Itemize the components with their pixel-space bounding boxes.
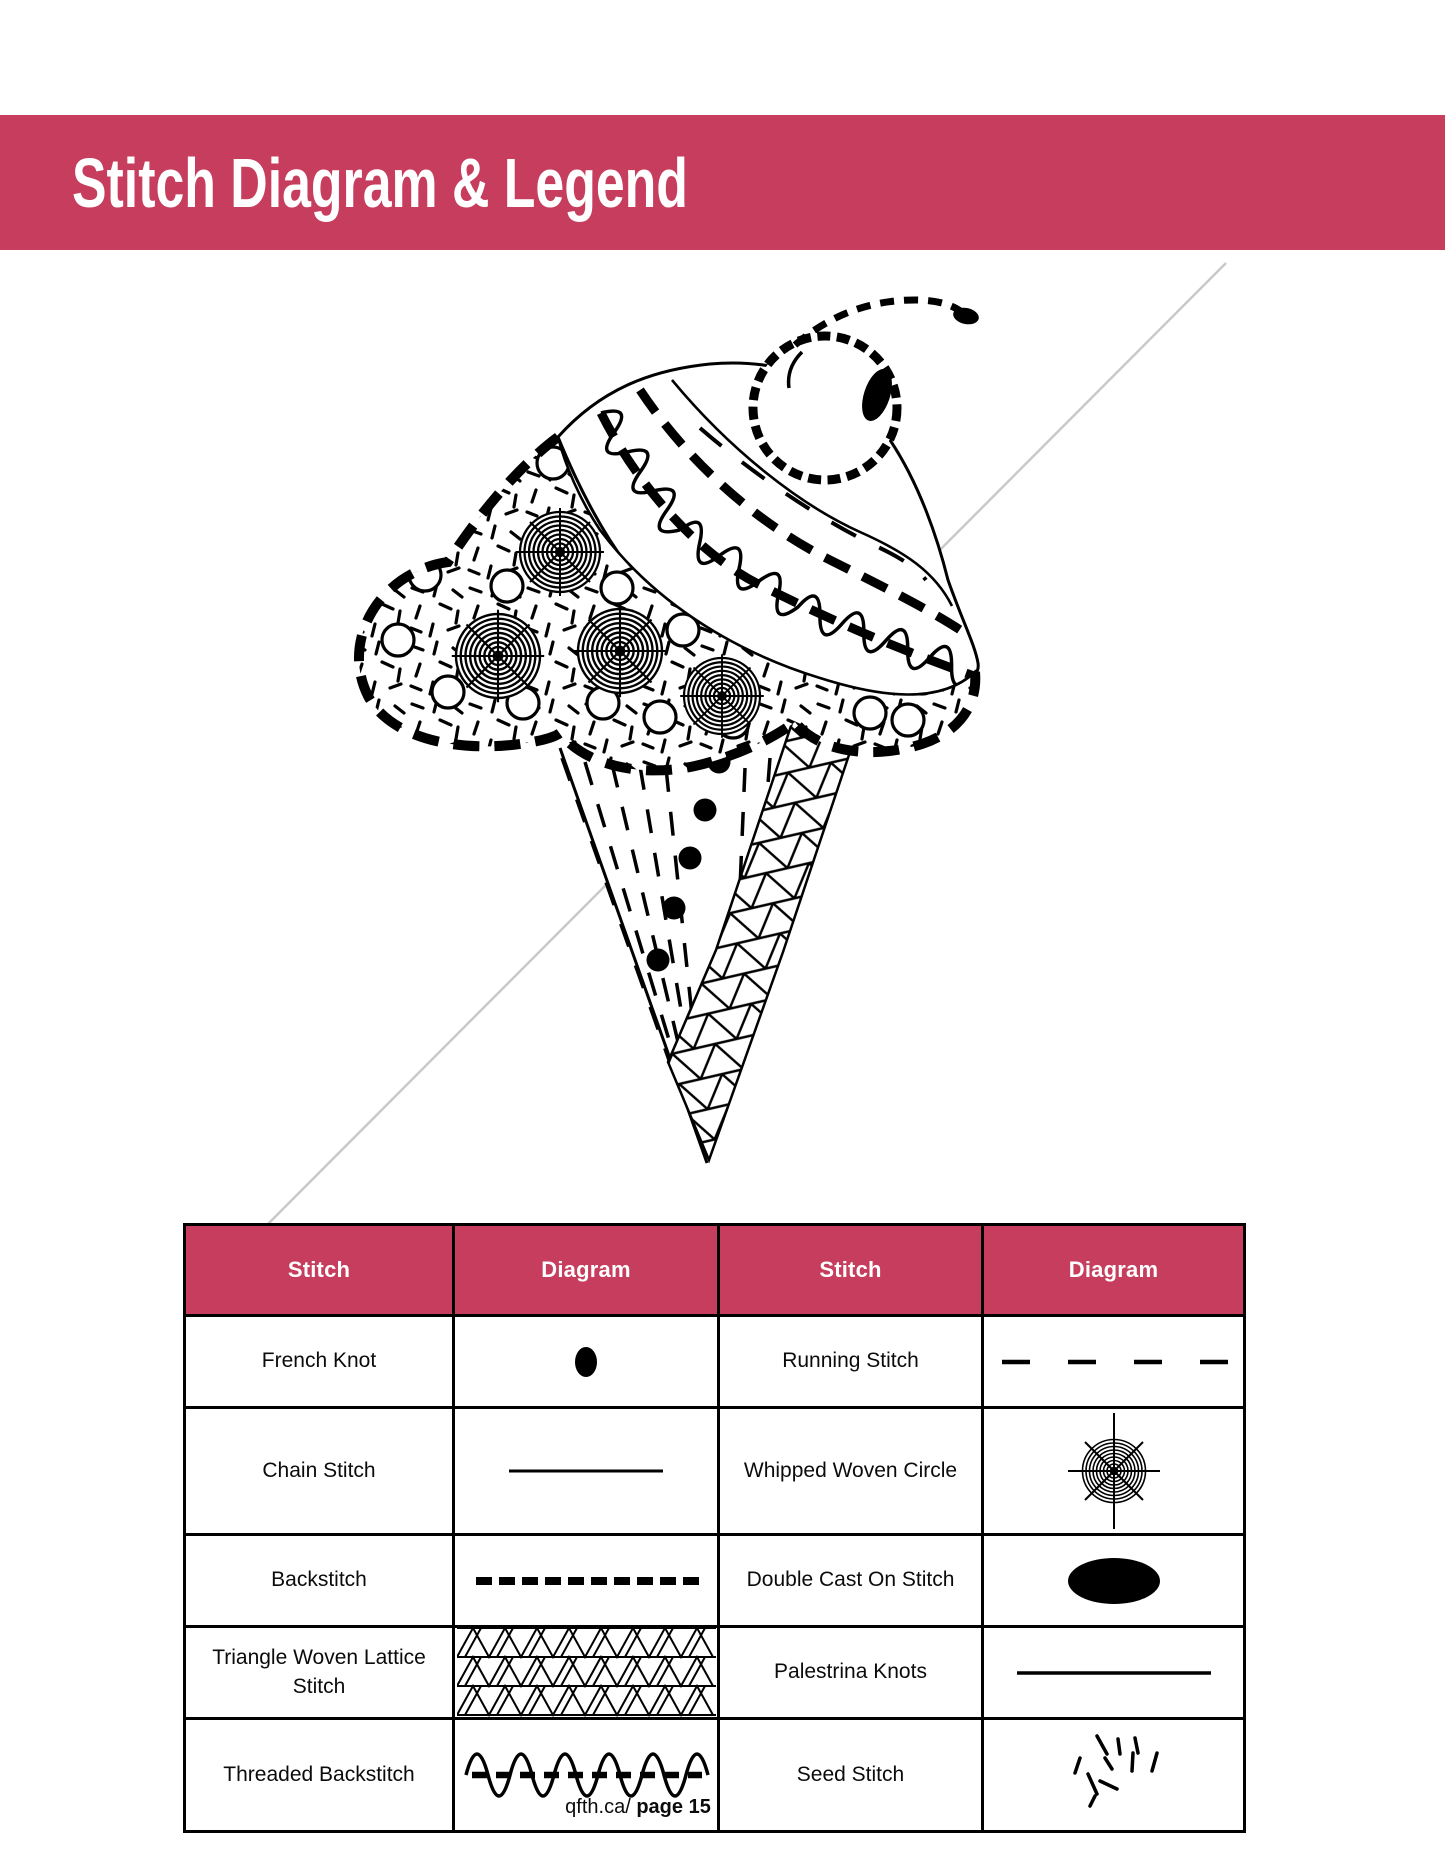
page-title: Stitch Diagram & Legend <box>72 143 688 222</box>
triangle-woven-lattice-symbol <box>454 1627 719 1719</box>
cone <box>558 714 858 1163</box>
cherry <box>753 300 980 480</box>
whipped-woven-circle-symbol <box>983 1408 1245 1535</box>
stitch-label: Triangle Woven Lattice Stitch <box>212 1646 426 1698</box>
french-knot-symbol <box>454 1316 719 1408</box>
stitch-label: Whipped Woven Circle <box>743 1458 958 1482</box>
footer-page-number: page 15 <box>636 1796 711 1818</box>
running-stitch-symbol <box>983 1316 1245 1408</box>
legend-row <box>185 1535 1245 1627</box>
backstitch-symbol <box>454 1535 719 1627</box>
chain-stitch-symbol <box>454 1408 719 1535</box>
legend-row <box>185 1316 1245 1408</box>
header-diagram-left: Diagram <box>454 1225 719 1316</box>
legend-row <box>185 1408 1245 1535</box>
stitch-label: Backstitch <box>271 1568 367 1592</box>
stitch-label: Seed Stitch <box>796 1762 905 1786</box>
header-diagram-right: Diagram <box>983 1225 1245 1316</box>
stitch-label: Threaded Backstitch <box>223 1762 415 1786</box>
footer-site: qfth.ca/ <box>565 1796 631 1818</box>
header-stitch-left: Stitch <box>185 1225 454 1316</box>
stitch-label: French Knot <box>261 1349 377 1373</box>
page-footer <box>0 1796 1276 1819</box>
legend-row <box>185 1627 1245 1719</box>
stitch-label: Palestrina Knots <box>774 1660 927 1684</box>
stitch-label: Chain Stitch <box>262 1458 376 1482</box>
stitch-label: Double Cast On Stitch <box>746 1568 955 1592</box>
palestrina-knots-symbol <box>983 1627 1245 1719</box>
stitch-label: Running Stitch <box>782 1349 919 1373</box>
double-cast-on-stitch-symbol <box>983 1535 1245 1627</box>
header-stitch-right: Stitch <box>719 1225 983 1316</box>
legend-table <box>183 1223 1246 1833</box>
legend-header-row <box>185 1225 1245 1316</box>
legend-table-wrap <box>183 1223 1246 1833</box>
